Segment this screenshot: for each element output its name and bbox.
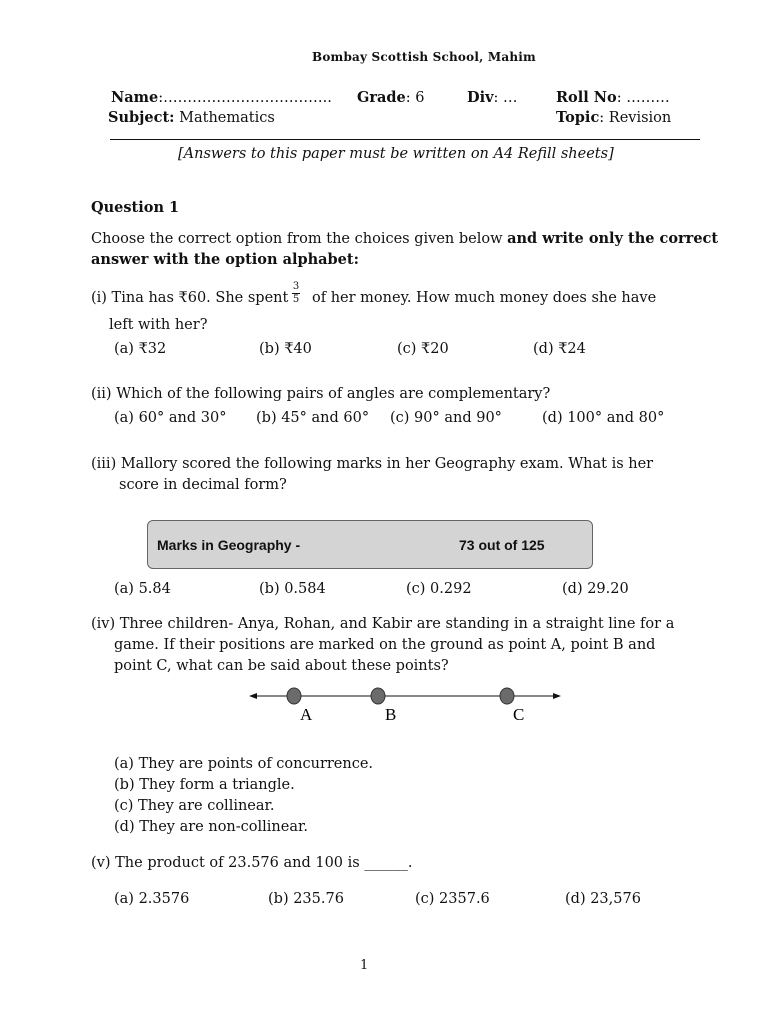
q-iii-option-b: (b) 0.584 [259,581,326,597]
grade-label: Grade [357,89,406,106]
q-ii-option-c: (c) 90° and 90° [390,410,502,426]
topic-line [556,109,671,126]
instruction-bold-continued: answer with the option alphabet: [91,251,359,268]
roll-line [556,89,670,106]
q-i-text: (i) Tina has ₹60. She spent [91,290,289,306]
point-b-dot [371,688,385,704]
point-b-label: B [385,705,397,724]
q-v-option-a: (a) 2.3576 [114,891,190,907]
q-i-option-a: (a) ₹32 [114,341,167,357]
school-name: Bombay Scottish School, Mahim [312,50,536,64]
grade-value: : 6 [405,90,425,106]
q-v-option-b: (b) 235.76 [268,891,344,907]
q-i-text-cont2: left with her? [109,317,208,333]
q-iii-text: (iii) Mallory scored the following marks in her Geography exam. What is her [91,456,654,472]
instruction-bold: and write only the correct [507,230,719,247]
point-a-dot [287,688,301,704]
q-iv-option-a: (a) They are points of concurrence. [114,756,374,772]
subject-line [108,109,275,126]
q-iii-option-c: (c) 0.292 [406,581,472,597]
q-i-text-cont: of her money. How much money does she have [312,290,657,306]
q-iv-text: (iv) Three children- Anya, Rohan, and Kabir are standing in a straight line for a [91,616,675,632]
name-value: :…………………………….. [158,90,332,106]
marks-value: 73 out of 125 [459,537,545,553]
q-v-option-c: (c) 2357.6 [415,891,490,907]
topic-value: : Revision [599,110,672,126]
subject-label: Subject: [108,109,175,126]
point-c-label: C [513,705,525,724]
q-iv-text-cont: game. If their positions are marked on the ground as point A, point B and [114,637,656,653]
div-label: Div [467,89,494,106]
right-arrowhead-icon [553,693,561,699]
roll-label: Roll No [556,89,617,106]
q-ii-option-b: (b) 45° and 60° [256,410,370,426]
div-line [467,89,518,106]
question-instruction [91,230,718,247]
q-ii-option-a: (a) 60° and 30° [114,410,227,426]
name-line [111,89,332,106]
q-iv-text-cont2: point C, what can be said about these points? [114,658,449,674]
subject-value: Mathematics [174,110,275,126]
div-value: : … [493,90,518,106]
point-c-dot [500,688,514,704]
fraction-three-fifths [292,282,300,305]
q-v-option-d: (d) 23,576 [565,891,641,907]
marks-box [147,520,593,569]
collinear-points-diagram [245,683,565,725]
q-iii-option-d: (d) 29.20 [562,581,629,597]
instruction-plain: Choose the correct option from the choices given below [91,231,508,247]
point-a-label: A [300,705,313,724]
fraction-numerator: 3 [292,281,300,292]
answer-instruction: [Answers to this paper must be written on A4 Refill sheets] [178,146,614,162]
question-title: Question 1 [91,199,180,216]
q-i-option-d: (d) ₹24 [533,341,586,357]
header-divider [110,139,700,140]
name-label: Name [111,89,159,106]
marks-label: Marks in Geography - [157,537,301,553]
q-iii-option-a: (a) 5.84 [114,581,171,597]
q-iii-text-cont: score in decimal form? [119,477,287,493]
q-i-option-b: (b) ₹40 [259,341,312,357]
q-v-text: (v) The product of 23.576 and 100 is ______. [91,855,413,871]
q-ii-option-d: (d) 100° and 80° [542,410,665,426]
q-iv-option-c: (c) They are collinear. [114,798,275,814]
left-arrowhead-icon [249,693,257,699]
fraction-denominator: 5 [292,294,300,305]
topic-label: Topic [556,109,600,126]
grade-line [357,89,425,106]
q-iv-option-b: (b) They form a triangle. [114,777,295,793]
q-i-option-c: (c) ₹20 [397,341,449,357]
page-number: 1 [360,958,369,973]
roll-value: : ……… [616,90,670,106]
q-iv-option-d: (d) They are non-collinear. [114,819,308,835]
q-ii-text: (ii) Which of the following pairs of angles are complementary? [91,386,551,402]
